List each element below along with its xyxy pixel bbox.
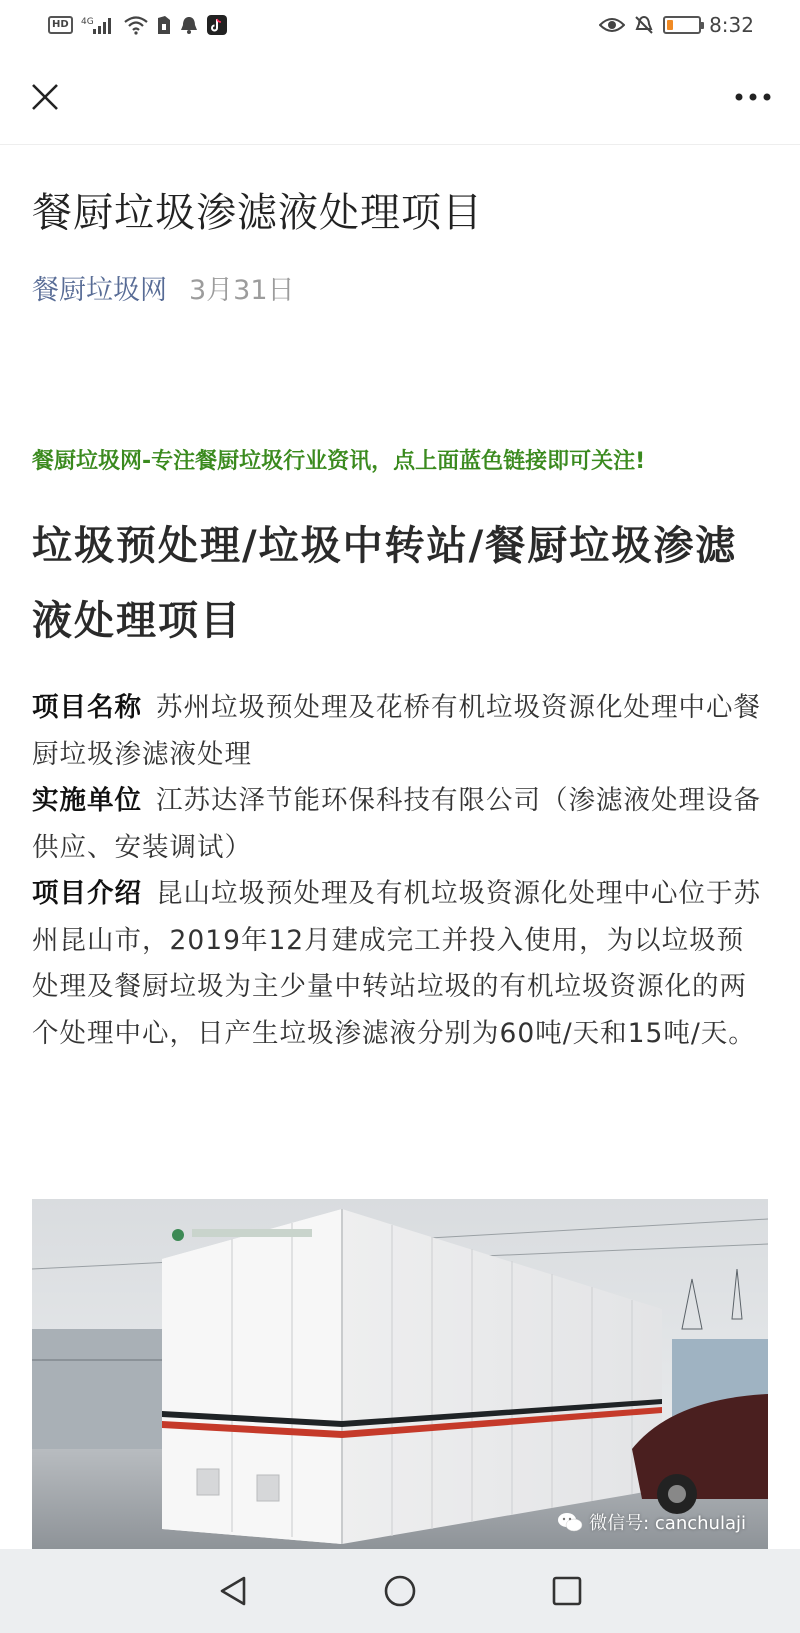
implementer-label: 实施单位: [32, 785, 142, 816]
hd-icon: HD: [48, 16, 73, 34]
wifi-icon: [123, 15, 149, 35]
implementer-value: 江苏达泽节能环保科技有限公司（渗滤液处理设备供应、安装调试）: [32, 785, 761, 863]
article-meta: [32, 268, 768, 307]
close-icon: [30, 82, 60, 112]
publish-date: 3月31日: [189, 275, 295, 306]
notification-icon: [179, 15, 199, 35]
eye-icon: [599, 16, 625, 34]
project-intro-paragraph: [32, 871, 768, 1057]
project-name-label: 项目名称: [32, 692, 142, 723]
article-content: [32, 146, 768, 1057]
signal-icon: [81, 15, 115, 35]
article-headline: 垃圾预处理/垃圾中转站/餐厨垃圾渗滤液处理项目: [32, 523, 738, 644]
back-icon: [218, 1575, 248, 1607]
sim-icon: [157, 15, 171, 35]
tiktok-icon: [207, 15, 227, 35]
project-info: [32, 685, 768, 1057]
back-button[interactable]: [203, 1561, 263, 1621]
more-button[interactable]: [732, 76, 774, 118]
system-nav-bar: [0, 1549, 800, 1633]
equipment-photo-illustration: [32, 1199, 768, 1549]
photo-watermark: [557, 1509, 746, 1535]
close-button[interactable]: [24, 76, 66, 118]
wechat-icon: [557, 1511, 583, 1533]
project-name-value: 苏州垃圾预处理及花桥有机垃圾资源化处理中心餐厨垃圾渗滤液处理: [32, 692, 761, 770]
status-bar: [0, 0, 800, 50]
recents-icon: [552, 1576, 582, 1606]
project-intro-label: 项目介绍: [32, 878, 142, 909]
article-title: 餐厨垃圾渗滤液处理项目: [32, 190, 483, 236]
home-button[interactable]: [370, 1561, 430, 1621]
status-time: 8:32: [709, 13, 754, 37]
implementer-paragraph: [32, 778, 768, 871]
top-navbar: [0, 50, 800, 145]
project-name-paragraph: [32, 685, 768, 778]
article-photo[interactable]: [32, 1199, 768, 1549]
recents-button[interactable]: [537, 1561, 597, 1621]
account-link[interactable]: 餐厨垃圾网: [32, 275, 167, 306]
watermark-text: 微信号: canchulaji: [589, 1513, 746, 1534]
svg-text:4G: 4G: [80, 17, 94, 27]
mute-icon: [633, 14, 655, 36]
more-icon: [734, 92, 772, 102]
home-icon: [383, 1574, 417, 1608]
promo-text: 餐厨垃圾网-专注餐厨垃圾行业资讯，点上面蓝色链接即可关注!: [32, 449, 646, 474]
battery-icon: [663, 16, 701, 34]
project-intro-value: 昆山垃圾预处理及有机垃圾资源化处理中心位于苏州昆山市，2019年12月建成完工并投入使用，为以垃圾预处理及餐厨垃圾为主少量中转站垃圾的有机垃圾资源化的两个处理中心，日产生垃圾渗滤液分别为60吨/天和15吨/天。: [32, 878, 761, 1049]
